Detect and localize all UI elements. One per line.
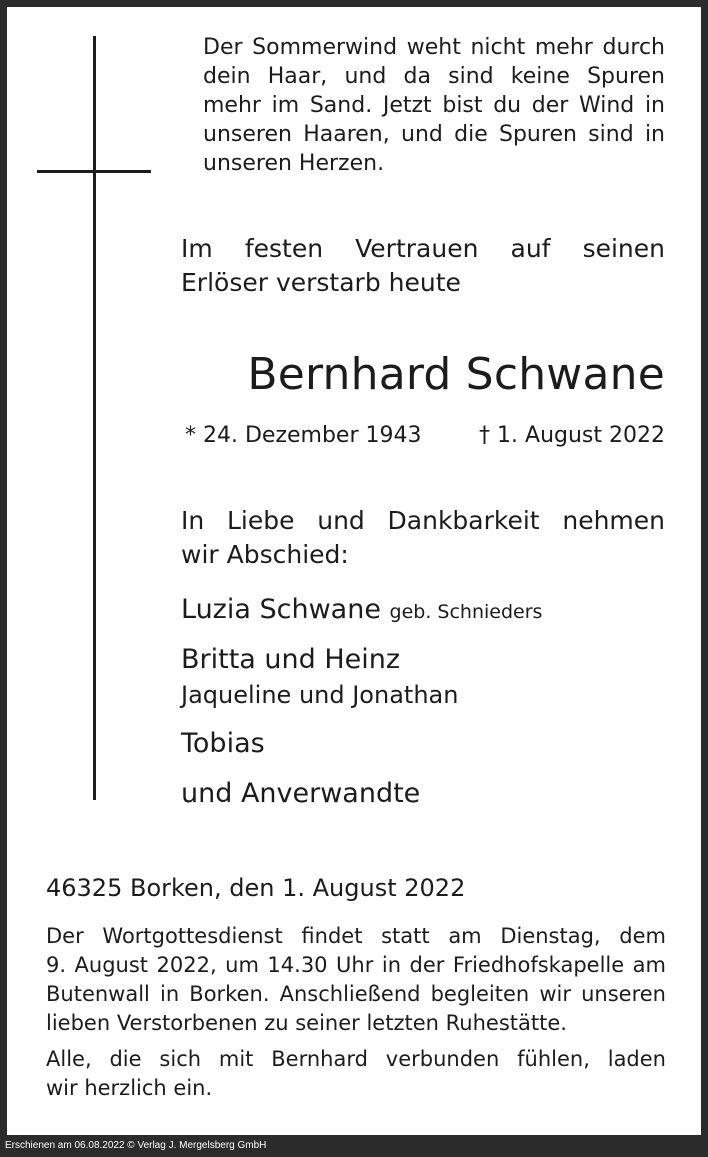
cross-vertical-bar [93,36,96,800]
deceased-name: Bernhard Schwane [247,349,665,400]
memorial-poem [203,33,665,178]
service-line: Butenwall in Borken. Anschließend begleiten wir unseren [46,982,666,1006]
obituary-notice [7,7,701,1135]
intro-text [181,232,665,300]
poem-line: Der Sommerwind weht nicht mehr durch [203,35,665,60]
service-line: lieben Verstorbenen zu seiner letzten Ruhestätte. [46,1011,567,1035]
birth-date: * 24. Dezember 1943 [185,423,422,448]
mourner-grandchildren: Jaqueline und Jonathan [181,681,459,709]
service-info [46,922,666,1038]
poem-line: unseren Haaren, und die Spuren sind in [203,122,665,147]
poem-line: unseren Herzen. [203,151,385,176]
publication-footer: Erschienen am 06.08.2022 © Verlag J. Mergelsberg GmbH [5,1140,267,1151]
life-dates [181,421,665,451]
mourner-luzia [181,593,542,629]
invite-line: wir herzlich ein. [46,1076,213,1100]
mourner-name: Luzia Schwane [181,594,381,625]
intro-line: Im festen Vertrauen auf seinen [181,234,665,263]
service-line: Der Wortgottesdienst findet statt am Dienstag, dem [46,924,666,948]
cross-horizontal-bar [37,170,151,173]
place-and-date: 46325 Borken, den 1. August 2022 [46,874,466,902]
maiden-name-note: geb. Schnieders [389,601,543,623]
farewell-text [181,504,665,572]
mourner-relatives: und Anverwandte [181,778,421,809]
poem-line: mehr im Sand. Jetzt bist du der Wind in [203,93,665,118]
mourner-tobias: Tobias [181,728,265,759]
poem-line: dein Haar, und da sind keine Spuren [203,64,665,89]
invitation-text [46,1045,666,1103]
service-line: 9. August 2022, um 14.30 Uhr in der Friedhofskapelle am [46,953,666,977]
mourner-britta-heinz: Britta und Heinz [181,644,401,675]
farewell-line: wir Abschied: [181,540,349,569]
invite-line: Alle, die sich mit Bernhard verbunden fühlen, laden [46,1047,666,1071]
farewell-line: In Liebe und Dankbarkeit nehmen [181,506,665,535]
intro-line: Erlöser verstarb heute [181,268,461,297]
death-date: † 1. August 2022 [479,423,665,448]
